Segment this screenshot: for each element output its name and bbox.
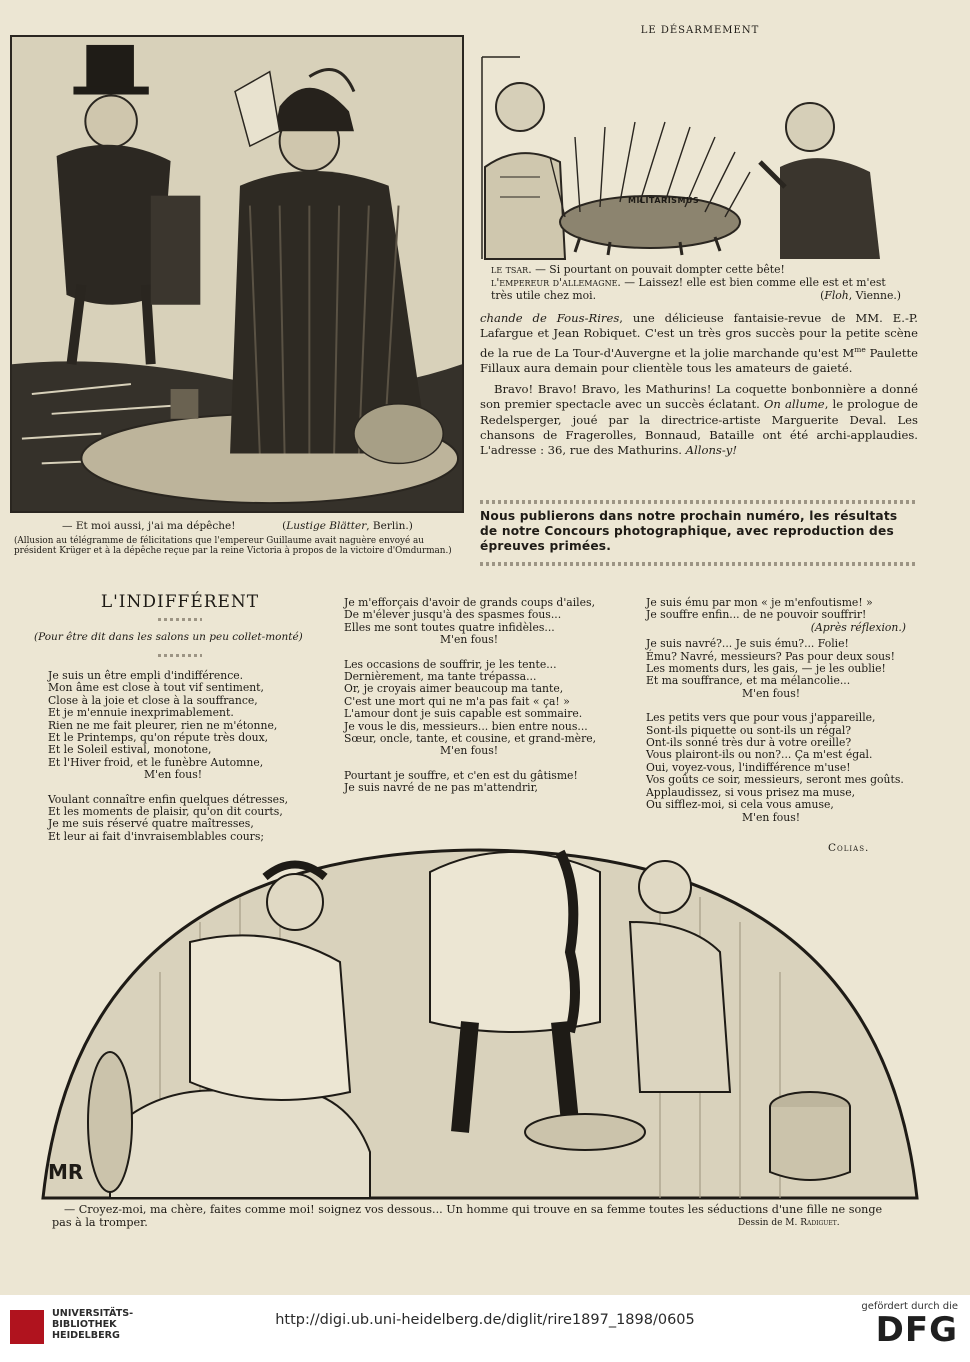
verse-line: Je suis navré?... Je suis ému?... Folie! bbox=[646, 637, 849, 651]
illustration-drawing bbox=[12, 37, 462, 511]
poem-column-2 bbox=[344, 597, 614, 807]
notice-line-2: de notre Concours photographique, avec reproduction des bbox=[480, 524, 894, 538]
verse-line: Les petits vers que pour vous j'appareille, bbox=[646, 711, 876, 725]
source-title: Floh bbox=[824, 288, 849, 302]
refrain: M'en fous! bbox=[742, 810, 801, 824]
refrain: M'en fous! bbox=[742, 686, 801, 700]
article-p2-closing: Allons-y! bbox=[685, 443, 737, 458]
verse-line: Or, je croyais aimer beaucoup ma tante, bbox=[344, 682, 564, 696]
divider-wavy-2 bbox=[480, 562, 918, 566]
illustration-caption bbox=[62, 521, 452, 532]
verse-line: Je suis navré de ne pas m'attendrir, bbox=[344, 781, 538, 795]
illustration-drawing-2 bbox=[480, 37, 908, 261]
library-line-3: HEIDELBERG bbox=[52, 1330, 120, 1341]
stanza-2-3 bbox=[344, 770, 614, 795]
article-paragraph-1 bbox=[480, 311, 918, 376]
poem-subtitle: (Pour être dit dans les salons un peu collet-monté) bbox=[34, 631, 303, 643]
poem-column-1 bbox=[48, 670, 333, 855]
article-p1-sup: me bbox=[854, 344, 866, 354]
permalink[interactable]: http://digi.ub.uni-heidelberg.de/diglit/rire1897_1898/0605 bbox=[275, 1312, 695, 1328]
verse-line: Les moments durs, les gais, — je les oublie! bbox=[646, 662, 886, 676]
verse-line: Je me suis réservé quatre maîtresses, bbox=[48, 817, 254, 831]
funder-name: DFG bbox=[875, 1310, 958, 1350]
verse-line: Je souffre enfin... de ne pouvoir souffrir! bbox=[646, 608, 867, 622]
porcupine-label: MILITARISMUS bbox=[628, 196, 700, 205]
title-ornament bbox=[158, 618, 202, 621]
library-line-2: BIBLIOTHEK bbox=[52, 1319, 117, 1330]
emperor-line: — Laissez! elle est bien comme elle est et m'est très utile chez moi. bbox=[491, 275, 886, 302]
verse-line: Oui, voyez-vous, l'indifférence m'use! bbox=[646, 760, 851, 774]
verse-line: Et leur ai fait d'invraisemblables cours; bbox=[48, 829, 264, 843]
notice-line-3: épreuves primées. bbox=[480, 539, 612, 553]
credit-prefix: Dessin de M. bbox=[738, 1218, 801, 1228]
stanza-3-1 bbox=[646, 597, 906, 634]
verse-line: Et le Printemps, qu'on répute très doux, bbox=[48, 731, 269, 745]
article-p2-a: Bravo! Bravo! Bravo, les Mathurins! La coquette bonbonnière a donné son premier spectacle avec un succès éclatant. bbox=[480, 382, 918, 412]
caption-quote: — Et moi aussi, j'ai ma dépêche! bbox=[62, 520, 236, 532]
verse-line: Et ma souffrance, et ma mélancolie... bbox=[646, 674, 851, 688]
verse-line: Elles me sont toutes quatre infidèles... bbox=[344, 620, 555, 634]
speaker-tsar: le tsar. bbox=[491, 263, 532, 276]
source-place: , Vienne.) bbox=[848, 288, 901, 302]
artist-monogram: MR bbox=[48, 1160, 84, 1184]
verse-line: Et le Soleil estival, monotone, bbox=[48, 743, 212, 757]
illustration-drawing-3 bbox=[40, 829, 920, 1202]
credit-name: Radiguet. bbox=[800, 1218, 840, 1228]
illustration-boudoir bbox=[40, 829, 920, 1202]
article-p1-body: , une délicieuse fantaisie-revue de MM. E.-P. Lafargue et Jean Robiquet. C'est un très gros succès pour la petite scène de la rue de La Tour-d'Auvergne et la jolie marchande qu'est M bbox=[480, 311, 918, 360]
stanza-3-3 bbox=[646, 712, 906, 824]
bottom-credit bbox=[738, 1218, 840, 1228]
verse-line: Ému? Navré, messieurs? Pas pour deux sous! bbox=[646, 649, 895, 663]
disarmament-caption bbox=[491, 264, 901, 302]
caption-source-open: ( bbox=[282, 520, 287, 532]
illustration-note: (Allusion au télégramme de félicitations que l'empereur Guillaume avait naguère envoyé au président Krüger et à la dépêche reçue par la reine Victoria à propos de la victoire d'Omdurman.) bbox=[14, 536, 452, 556]
revue-title: chande de Fous-Rires bbox=[480, 311, 620, 325]
verse-line: Pourtant je souffre, et c'en est du gâtisme! bbox=[344, 768, 578, 782]
poem-signature: Colias. bbox=[828, 842, 870, 854]
illustration-queen-and-kruger bbox=[10, 35, 464, 513]
verse-line: Vos goûts ce soir, messieurs, seront mes goûts. bbox=[646, 773, 904, 787]
running-header: LE DÉSARMEMENT bbox=[640, 25, 760, 36]
digitization-footer bbox=[0, 1295, 970, 1362]
verse-line: Et l'Hiver froid, et le funèbre Automne, bbox=[48, 755, 264, 769]
speaker-emperor: l'empereur d'allemagne. bbox=[491, 275, 621, 289]
verse-line: Rien ne me fait pleurer, rien ne m'étonne, bbox=[48, 718, 278, 732]
verse-line: C'est une mort qui ne m'a pas fait « ça! » bbox=[344, 694, 570, 708]
refrain: M'en fous! bbox=[440, 633, 499, 647]
tsar-line: — Si pourtant on pouvait dompter cette bête! bbox=[531, 263, 785, 276]
stanza-1-1 bbox=[48, 670, 333, 782]
caption-source-place: , Berlin.) bbox=[366, 520, 413, 532]
verse-line: Les occasions de souffrir, je les tente... bbox=[344, 657, 557, 671]
verse-line: De m'élever jusqu'à des spasmes fous... bbox=[344, 608, 562, 622]
verse-line: Ont-ils sonné très dur à votre oreille? bbox=[646, 736, 852, 750]
refrain: M'en fous! bbox=[144, 768, 203, 782]
poem-title: L'INDIFFÉRENT bbox=[100, 592, 260, 612]
bottom-caption: — Croyez-moi, ma chère, faites comme moi! soignez vos dessous... Un homme qui trouve en sa femme toutes les séductions d'une fille ne songe pas à la tromper. bbox=[52, 1203, 883, 1229]
article-paragraph-2 bbox=[480, 382, 918, 458]
verse-line: Dernièrement, ma tante trépassa... bbox=[344, 670, 537, 684]
illustration-disarmament bbox=[480, 37, 908, 261]
verse-line: Sœur, oncle, tante, et cousine, et grand-mère, bbox=[344, 732, 597, 746]
verse-line: Je suis ému par mon « je m'enfoutisme! » bbox=[646, 596, 873, 609]
notice-line-1: Nous publierons dans notre prochain numéro, les résultats bbox=[480, 509, 898, 523]
verse-line: Et je m'ennuie inexprimablement. bbox=[48, 706, 234, 720]
stanza-2-1 bbox=[344, 597, 614, 647]
verse-line: Je suis un être empli d'indifférence. bbox=[48, 669, 244, 682]
stanza-2-2 bbox=[344, 659, 614, 758]
library-line-1: UNIVERSITÄTS- bbox=[52, 1308, 134, 1319]
verse-line: Je m'efforçais d'avoir de grands coups d'ailes, bbox=[344, 596, 596, 609]
prologue-title: On allume bbox=[763, 397, 825, 412]
verse-line: Voulant connaître enfin quelques détresses, bbox=[48, 792, 289, 806]
stanza-3-2 bbox=[646, 638, 906, 700]
verse-line: L'amour dont je suis capable est sommaire. bbox=[344, 707, 583, 721]
subtitle-ornament bbox=[158, 654, 202, 657]
funder-logo bbox=[848, 1301, 958, 1357]
verse-line: Applaudissez, si vous prisez ma muse, bbox=[646, 785, 856, 799]
article-text bbox=[480, 311, 918, 459]
verse-line: Mon âme est close à tout vif sentiment, bbox=[48, 681, 264, 695]
verse-line: Et les moments de plaisir, qu'on dit courts, bbox=[48, 805, 283, 819]
source-open: ( bbox=[820, 288, 825, 302]
article-p2-b: , le prologue de Redelsperger, joué par la directrice-artiste Marguerite Deval. Les chansons de Fragerolles, Bonnaud, Bataille ont été archi-applaudies. L'adresse : 36, rue des Mathurins. bbox=[480, 397, 918, 458]
verse-line: Close à la joie et close à la souffrance, bbox=[48, 693, 258, 707]
verse-line: Ou sifflez-moi, si cela vous amuse, bbox=[646, 798, 834, 812]
verse-line: Sont-ils piquette ou sont-ils un régal? bbox=[646, 723, 852, 737]
divider-wavy bbox=[480, 500, 918, 504]
poem-column-3 bbox=[646, 597, 906, 836]
funder-note: gefördert durch die bbox=[861, 1301, 958, 1312]
refrain: M'en fous! bbox=[440, 744, 499, 758]
verse-line: Je vous le dis, messieurs... bien entre nous... bbox=[344, 719, 588, 733]
caption-source-title: Lustige Blätter bbox=[286, 520, 367, 532]
article-p1-end: Paulette Fillaux aura demain pour clientèle tous les amateurs de gaieté. bbox=[480, 345, 919, 375]
poem-aside: (Après réflexion.) bbox=[810, 620, 906, 634]
verse-line: Vous plairont-ils ou non?... Ça m'est égal. bbox=[646, 748, 873, 762]
contest-notice bbox=[480, 509, 920, 554]
